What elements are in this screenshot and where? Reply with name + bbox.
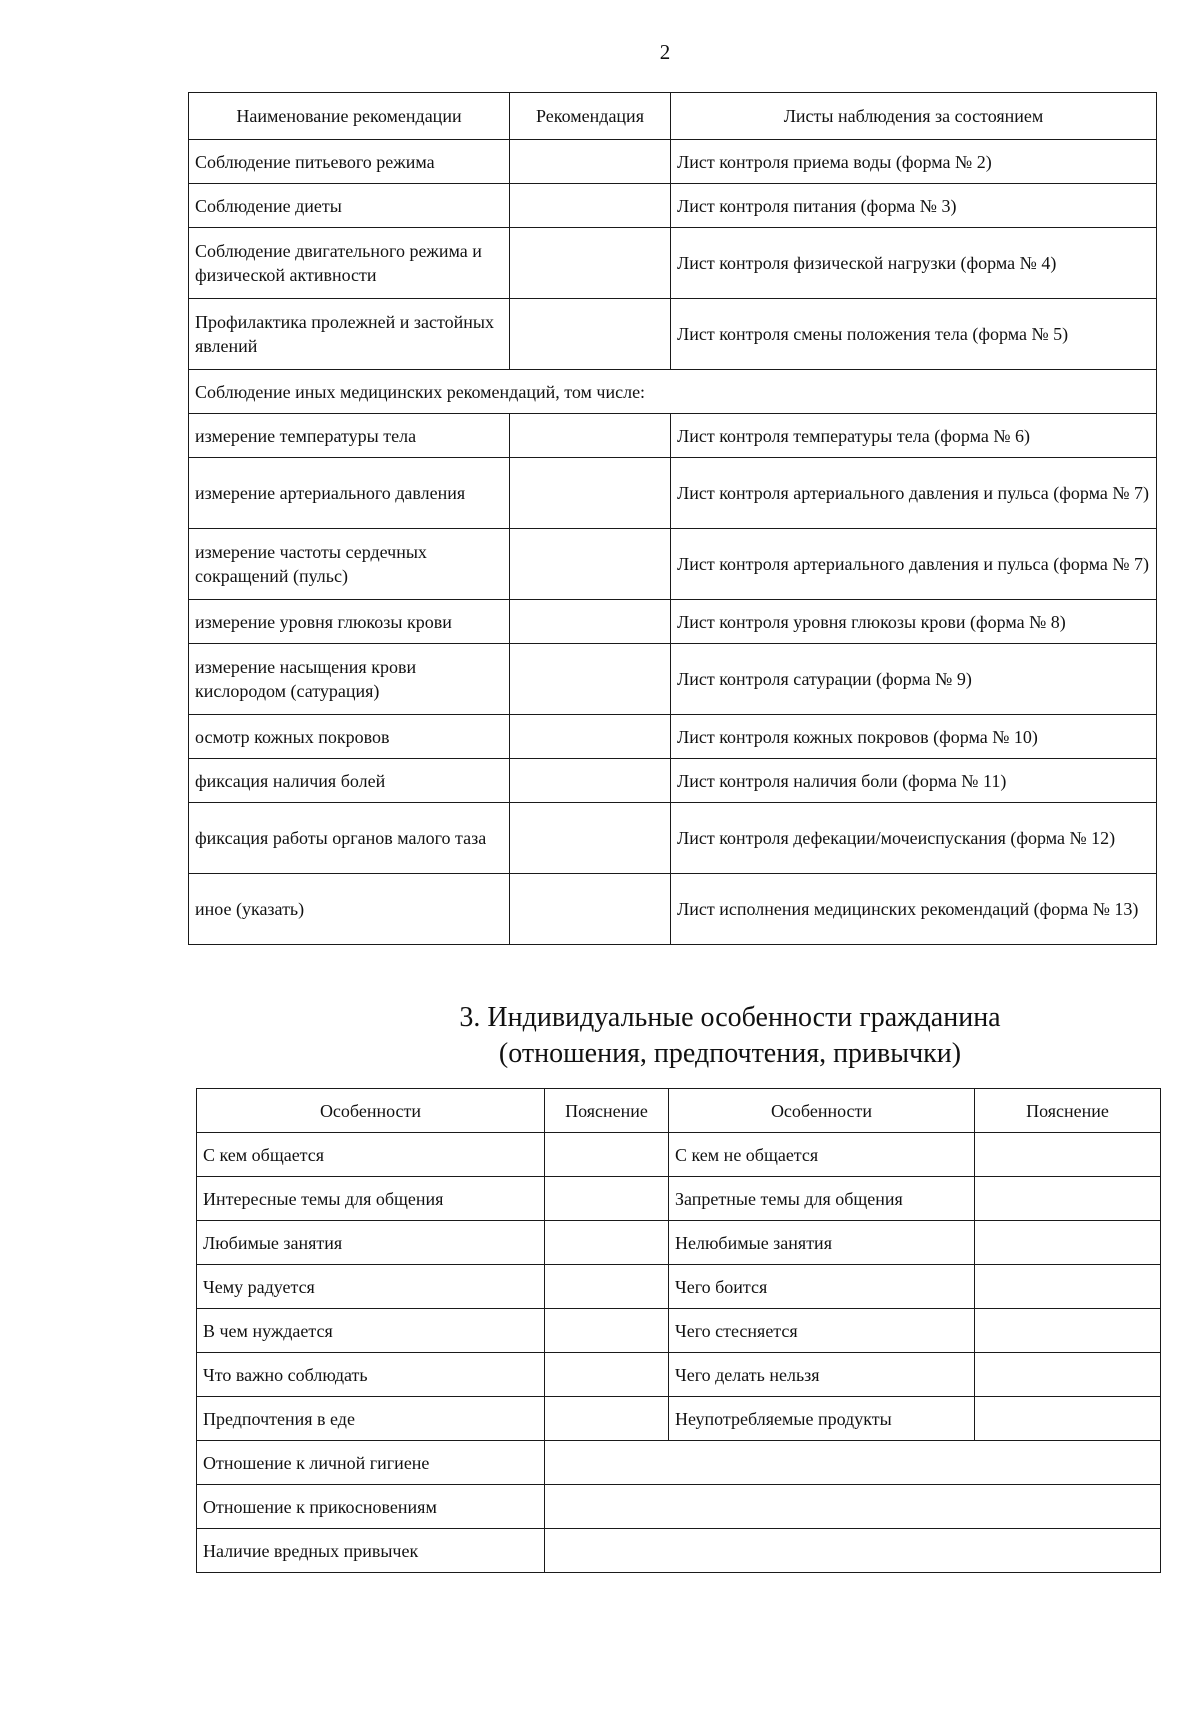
explanation-cell[interactable]: [545, 1353, 669, 1397]
feature-label: Наличие вредных привычек: [197, 1529, 545, 1573]
explanation-cell[interactable]: [545, 1133, 669, 1177]
column-header: Пояснение: [975, 1089, 1161, 1133]
explanation-cell[interactable]: [975, 1353, 1161, 1397]
table-row: [189, 299, 1157, 370]
table-row: [197, 1309, 1161, 1353]
observation-sheet: Лист контроля физической нагрузки (форма № 4): [671, 228, 1157, 299]
explanation-cell[interactable]: [545, 1221, 669, 1265]
recommendation-cell[interactable]: [510, 228, 671, 299]
recommendation-cell[interactable]: [510, 140, 671, 184]
table-row: [197, 1265, 1161, 1309]
recommendation-cell[interactable]: [510, 803, 671, 874]
feature-label: Чему радуется: [197, 1265, 545, 1309]
recommendation-name: Соблюдение двигательного режима и физической активности: [189, 228, 510, 299]
individual-features-table: [196, 1088, 1161, 1573]
recommendation-cell[interactable]: [510, 715, 671, 759]
recommendation-cell[interactable]: [510, 414, 671, 458]
table-row: [197, 1485, 1161, 1529]
table-header-row: [197, 1089, 1161, 1133]
recommendation-name: Соблюдение питьевого режима: [189, 140, 510, 184]
feature-label: С кем не общается: [669, 1133, 975, 1177]
table-row: [197, 1353, 1161, 1397]
explanation-cell[interactable]: [545, 1397, 669, 1441]
observation-sheet: Лист контроля уровня глюкозы крови (форма № 8): [671, 600, 1157, 644]
feature-label: Интересные темы для общения: [197, 1177, 545, 1221]
recommendation-name: Соблюдение диеты: [189, 184, 510, 228]
observation-sheet: Лист контроля приема воды (форма № 2): [671, 140, 1157, 184]
observation-sheet: Лист контроля смены положения тела (форма № 5): [671, 299, 1157, 370]
feature-label: Что важно соблюдать: [197, 1353, 545, 1397]
feature-label: Нелюбимые занятия: [669, 1221, 975, 1265]
explanation-cell[interactable]: [545, 1177, 669, 1221]
other-recommendations-row: [189, 370, 1157, 414]
observation-sheet: Лист исполнения медицинских рекомендаций (форма № 13): [671, 874, 1157, 945]
page-number: 2: [659, 40, 671, 64]
column-header: Листы наблюдения за состоянием: [671, 93, 1157, 140]
recommendation-cell[interactable]: [510, 529, 671, 600]
section-title-line: 3. Индивидуальные особенности гражданина: [459, 1002, 1001, 1033]
feature-label: Запретные темы для общения: [669, 1177, 975, 1221]
observation-sheet: Лист контроля кожных покровов (форма № 10): [671, 715, 1157, 759]
feature-label: Отношение к личной гигиене: [197, 1441, 545, 1485]
recommendation-name: измерение артериального давления: [189, 458, 510, 529]
explanation-cell[interactable]: [975, 1397, 1161, 1441]
recommendation-cell[interactable]: [510, 759, 671, 803]
explanation-cell[interactable]: [975, 1265, 1161, 1309]
recommendation-name: фиксация работы органов малого таза: [189, 803, 510, 874]
explanation-cell[interactable]: [545, 1309, 669, 1353]
recommendation-name: Профилактика пролежней и застойных явлений: [189, 299, 510, 370]
table-header-row: [189, 93, 1157, 140]
explanation-cell[interactable]: [975, 1309, 1161, 1353]
recommendation-name: осмотр кожных покровов: [189, 715, 510, 759]
explanation-cell[interactable]: [975, 1221, 1161, 1265]
recommendation-name: иное (указать): [189, 874, 510, 945]
table-row: [189, 600, 1157, 644]
feature-label: Неупотребляемые продукты: [669, 1397, 975, 1441]
feature-label: Отношение к прикосновениям: [197, 1485, 545, 1529]
recommendation-name: измерение температуры тела: [189, 414, 510, 458]
observation-sheet: Лист контроля артериального давления и пульса (форма № 7): [671, 458, 1157, 529]
table-row: [189, 529, 1157, 600]
explanation-cell[interactable]: [975, 1177, 1161, 1221]
recommendation-cell[interactable]: [510, 874, 671, 945]
table-row: [197, 1441, 1161, 1485]
recommendation-name: измерение частоты сердечных сокращений (пульс): [189, 529, 510, 600]
recommendations-table: [188, 92, 1157, 945]
table-row: [189, 458, 1157, 529]
table-row: [197, 1221, 1161, 1265]
table-row: [189, 644, 1157, 715]
section-title: [330, 1000, 1130, 1072]
table-row: [189, 228, 1157, 299]
explanation-cell[interactable]: [545, 1441, 1161, 1485]
explanation-cell[interactable]: [545, 1265, 669, 1309]
feature-label: Чего боится: [669, 1265, 975, 1309]
recommendation-name: измерение насыщения крови кислородом (сатурация): [189, 644, 510, 715]
table-row: [189, 414, 1157, 458]
table-row: [189, 184, 1157, 228]
observation-sheet: Лист контроля наличия боли (форма № 11): [671, 759, 1157, 803]
column-header: Пояснение: [545, 1089, 669, 1133]
recommendation-cell[interactable]: [510, 600, 671, 644]
observation-sheet: Лист контроля температуры тела (форма № 6): [671, 414, 1157, 458]
observation-sheet: Лист контроля дефекации/мочеиспускания (форма № 12): [671, 803, 1157, 874]
feature-label: Чего стесняется: [669, 1309, 975, 1353]
recommendation-cell[interactable]: [510, 458, 671, 529]
explanation-cell[interactable]: [975, 1133, 1161, 1177]
table-row: [197, 1397, 1161, 1441]
column-header: Особенности: [669, 1089, 975, 1133]
table-row: [197, 1177, 1161, 1221]
observation-sheet: Лист контроля питания (форма № 3): [671, 184, 1157, 228]
feature-label: Предпочтения в еде: [197, 1397, 545, 1441]
section-subtitle-line: (отношения, предпочтения, привычки): [498, 1038, 962, 1069]
recommendation-cell[interactable]: [510, 184, 671, 228]
table-row: [197, 1529, 1161, 1573]
column-header: Рекомендация: [510, 93, 671, 140]
table-row: [189, 759, 1157, 803]
column-header: Наименование рекомендации: [189, 93, 510, 140]
table-row: [189, 874, 1157, 945]
feature-label: В чем нуждается: [197, 1309, 545, 1353]
table-row: [189, 140, 1157, 184]
table-row: [189, 803, 1157, 874]
recommendation-name: измерение уровня глюкозы крови: [189, 600, 510, 644]
observation-sheet: Лист контроля артериального давления и пульса (форма № 7): [671, 529, 1157, 600]
table-row: [197, 1133, 1161, 1177]
other-recommendations-heading: Соблюдение иных медицинских рекомендаций, том числе:: [189, 370, 1157, 414]
recommendation-cell[interactable]: [510, 644, 671, 715]
explanation-cell[interactable]: [545, 1485, 1161, 1529]
feature-label: С кем общается: [197, 1133, 545, 1177]
recommendation-cell[interactable]: [510, 299, 671, 370]
feature-label: Чего делать нельзя: [669, 1353, 975, 1397]
column-header: Особенности: [197, 1089, 545, 1133]
feature-label: Любимые занятия: [197, 1221, 545, 1265]
recommendation-name: фиксация наличия болей: [189, 759, 510, 803]
table-row: [189, 715, 1157, 759]
observation-sheet: Лист контроля сатурации (форма № 9): [671, 644, 1157, 715]
explanation-cell[interactable]: [545, 1529, 1161, 1573]
